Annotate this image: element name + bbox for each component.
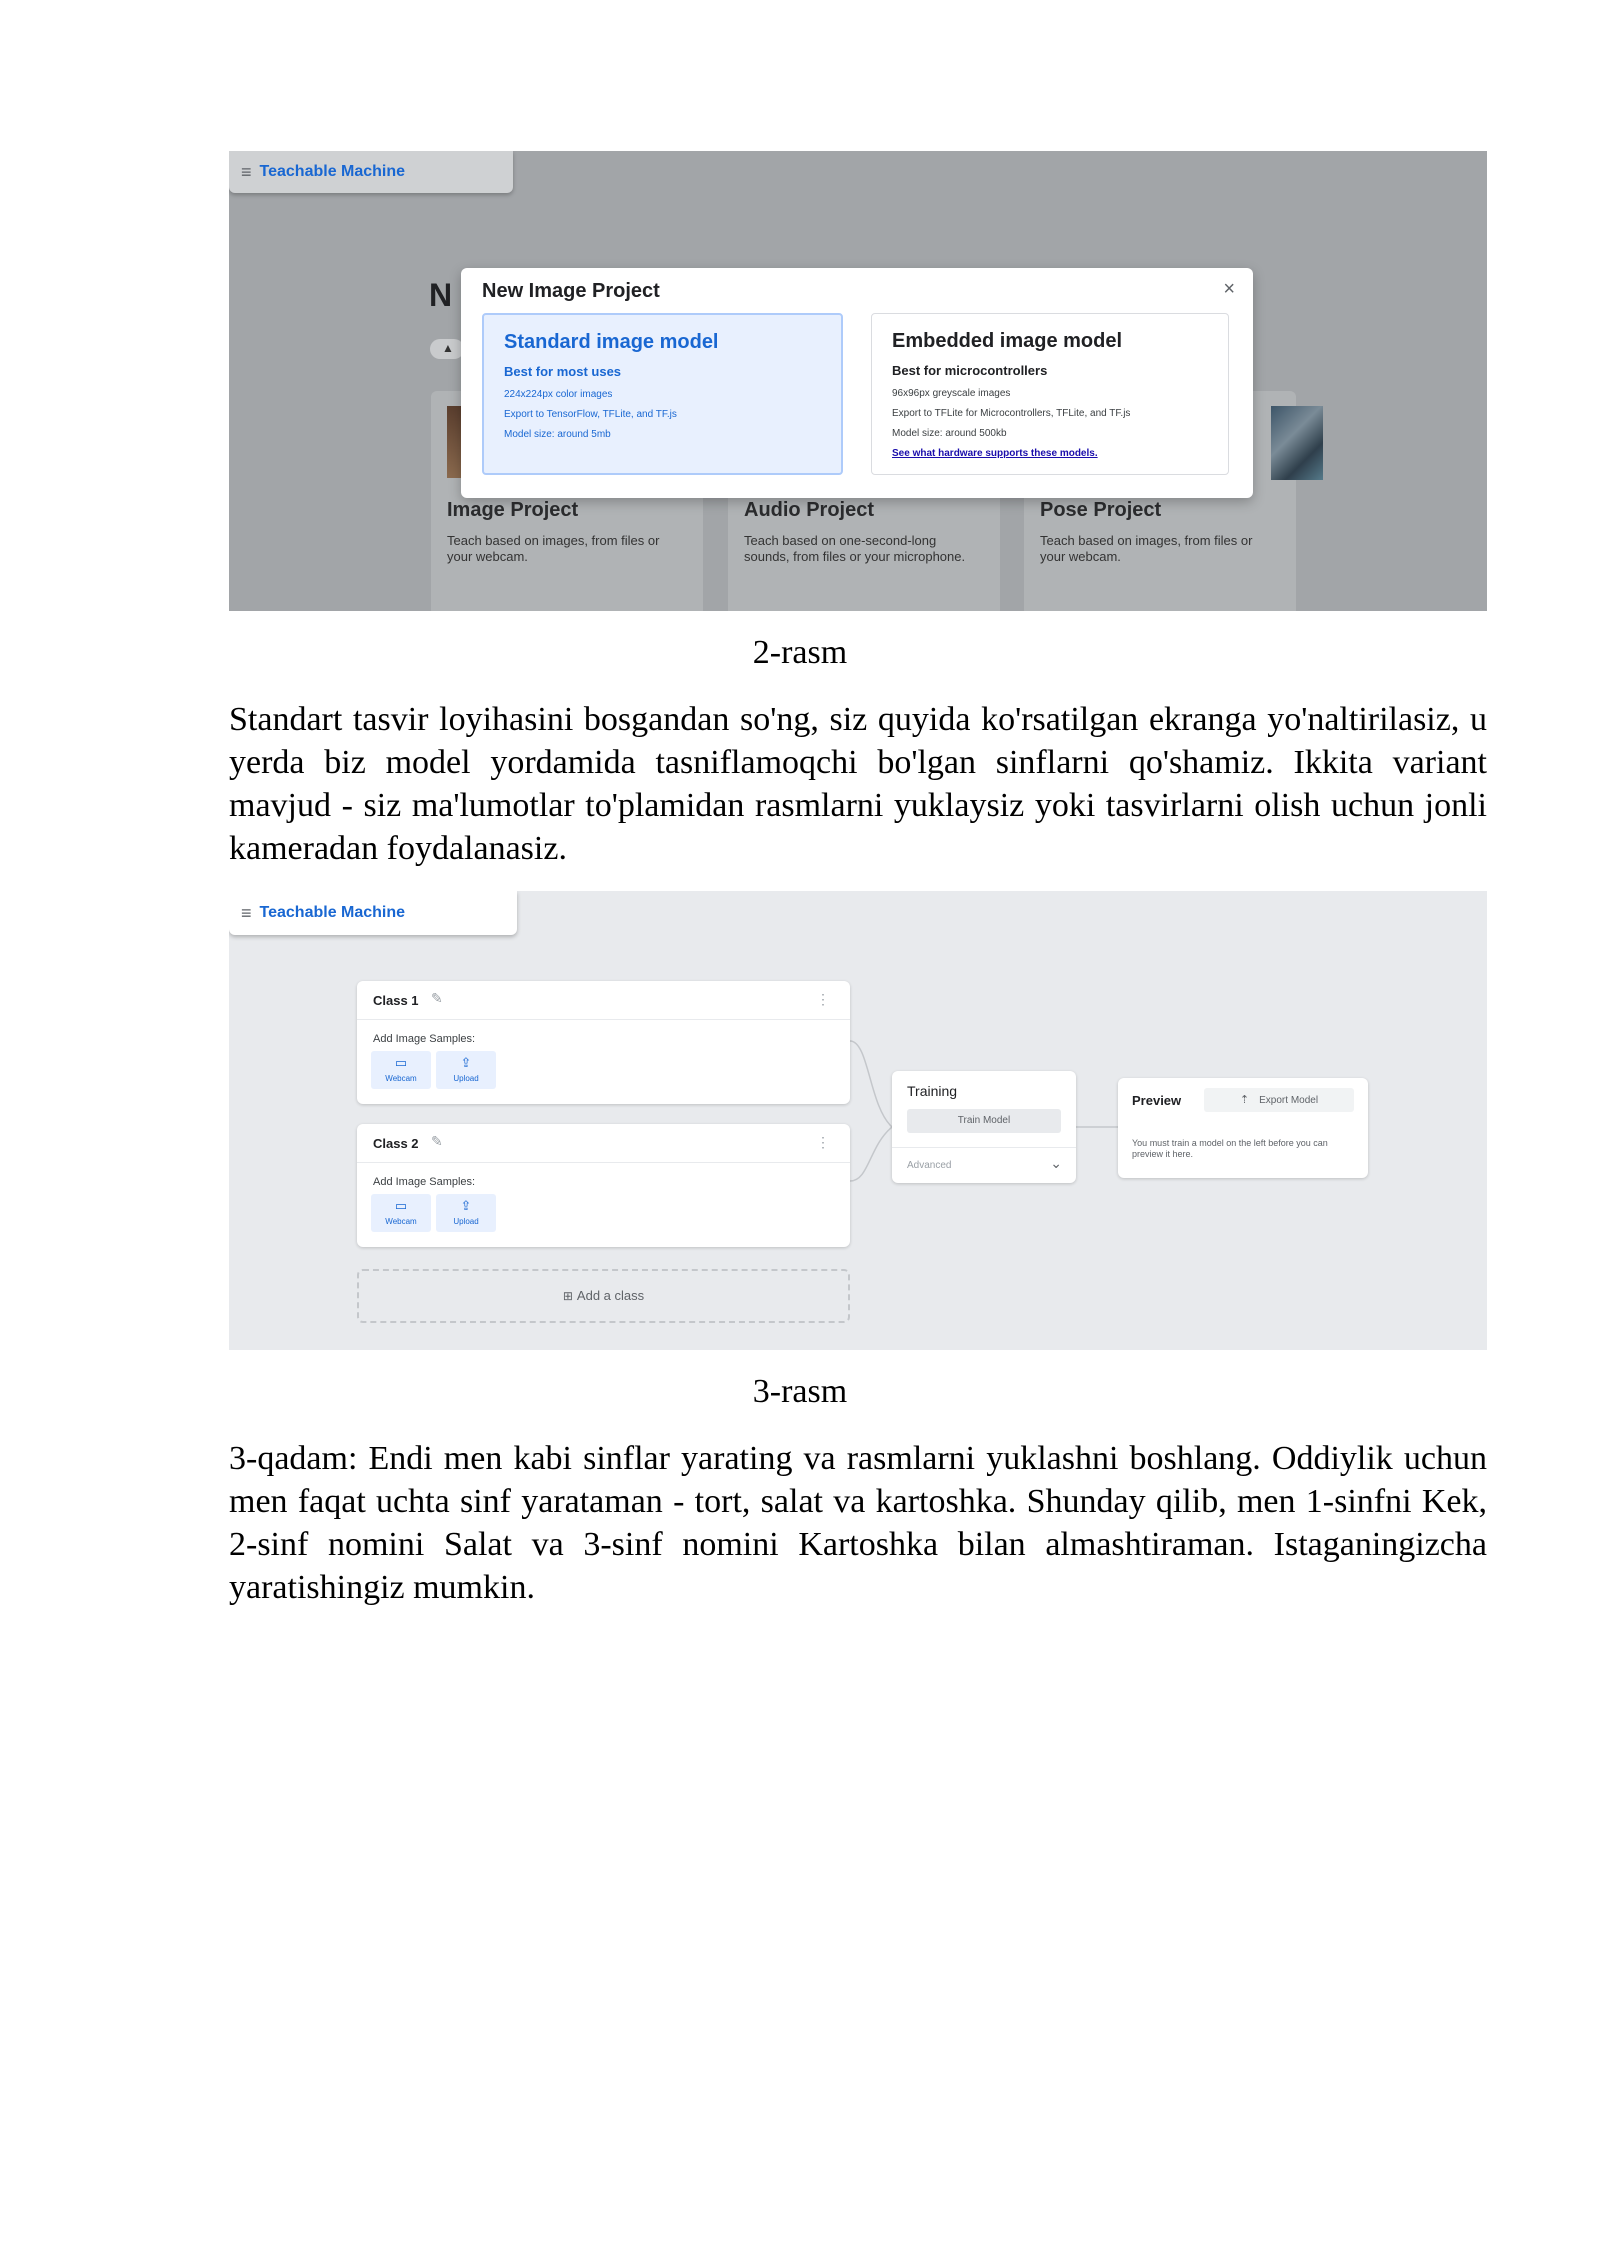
project-title: Audio Project bbox=[744, 499, 875, 521]
option-detail: Model size: around 500kb bbox=[892, 428, 1007, 439]
figure-class-setup bbox=[229, 891, 1487, 1350]
add-box-icon: ⊞ bbox=[562, 1289, 573, 1303]
menu-icon[interactable]: ≡ bbox=[241, 903, 252, 923]
class-name[interactable]: Class 1 bbox=[373, 993, 419, 1008]
upload-icon: ⇪ bbox=[460, 1198, 472, 1213]
standard-image-model-option[interactable] bbox=[482, 313, 843, 475]
option-detail: Model size: around 5mb bbox=[504, 429, 611, 440]
back-pill[interactable] bbox=[430, 339, 464, 359]
project-title: Pose Project bbox=[1040, 499, 1162, 521]
new-image-project-dialog bbox=[461, 268, 1253, 498]
hardware-support-link[interactable]: See what hardware supports these models. bbox=[892, 448, 1098, 459]
menu-icon[interactable]: ≡ bbox=[241, 162, 252, 182]
embedded-image-model-option[interactable] bbox=[871, 313, 1229, 475]
class-card-1 bbox=[357, 981, 850, 1104]
pencil-icon[interactable]: ✎ bbox=[431, 1133, 443, 1149]
app-header bbox=[229, 151, 513, 193]
option-detail: Export to TensorFlow, TFLite, and TF.js bbox=[504, 409, 677, 420]
webcam-button[interactable]: ▭ Webcam bbox=[371, 1051, 431, 1089]
upload-icon: ▲ bbox=[442, 341, 454, 355]
pencil-icon[interactable]: ✎ bbox=[431, 990, 443, 1006]
figure-caption-1: 2-rasm bbox=[752, 634, 848, 671]
app-title: Teachable Machine bbox=[259, 904, 406, 921]
add-samples-label: Add Image Samples: bbox=[373, 1033, 476, 1045]
export-icon: ⇡ bbox=[1239, 1094, 1250, 1106]
training-panel bbox=[892, 1071, 1076, 1183]
project-description: Teach based on images, from files or your webcam. bbox=[1040, 533, 1253, 564]
training-title: Training bbox=[907, 1083, 958, 1099]
project-thumbnail bbox=[447, 406, 461, 478]
add-class-button[interactable]: ⊞ Add a class bbox=[357, 1269, 850, 1323]
option-title: Embedded image model bbox=[892, 330, 1123, 352]
figure-new-image-project bbox=[229, 151, 1487, 611]
paragraph-2: 3-qadam: Endi men kabi sinflar yarating va rasmlarni yuklashni boshlang. Oddiylik uchun men faqat uchta sinf yarataman - tort, salat va kartoshka. Shunday qilib, men 1-sinfni Kek, 2-sinf nomini Salat va 3-sinf nomini Kartoshka bilan almashtiraman. Istaganingizcha yaratishingiz mumkin. bbox=[229, 1440, 1487, 1606]
upload-button[interactable]: ⇪ Upload bbox=[436, 1051, 496, 1089]
figure-caption-2: 3-rasm bbox=[752, 1373, 848, 1410]
option-detail: 224x224px color images bbox=[504, 389, 613, 400]
close-icon[interactable]: × bbox=[1223, 278, 1235, 300]
dialog-title: New Image Project bbox=[482, 280, 660, 302]
advanced-toggle[interactable]: Advanced bbox=[907, 1160, 952, 1171]
project-title: Image Project bbox=[447, 499, 579, 521]
class-name[interactable]: Class 2 bbox=[373, 1136, 419, 1151]
option-subtitle: Best for microcontrollers bbox=[892, 363, 1048, 378]
preview-message: You must train a model on the left before you can preview it here. bbox=[1132, 1138, 1328, 1159]
more-vert-icon[interactable]: ⋮ bbox=[816, 1134, 830, 1150]
more-vert-icon[interactable]: ⋮ bbox=[816, 991, 830, 1007]
webcam-icon: ▭ bbox=[394, 1055, 408, 1070]
app-title: Teachable Machine bbox=[259, 163, 406, 180]
webcam-icon: ▭ bbox=[394, 1198, 408, 1213]
option-title: Standard image model bbox=[504, 331, 719, 353]
chevron-down-icon[interactable]: ⌄ bbox=[1050, 1155, 1062, 1171]
option-subtitle: Best for most uses bbox=[504, 364, 622, 379]
option-detail: 96x96px greyscale images bbox=[892, 388, 1011, 399]
webcam-button[interactable]: ▭ Webcam bbox=[371, 1194, 431, 1232]
preview-panel bbox=[1118, 1078, 1368, 1178]
upload-button[interactable]: ⇪ Upload bbox=[436, 1194, 496, 1232]
class-card-2 bbox=[357, 1124, 850, 1247]
option-detail: Export to TFLite for Microcontrollers, TFLite, and TF.js bbox=[892, 408, 1131, 419]
project-description: Teach based on one-second-long sounds, from files or your microphone. bbox=[744, 533, 966, 564]
project-description: Teach based on images, from files or your webcam. bbox=[447, 533, 660, 564]
paragraph-1: Standart tasvir loyihasini bosgandan so'ng, siz quyida ko'rsatilgan ekranga yo'naltirilasiz, u yerda biz model yordamida tasniflamoqchi bo'lgan sinflarni qo'shamiz. Ikkita variant mavjud - siz ma'lumotlar to'plamidan rasmlarni yuklaysiz yoki tasvirlarni olish uchun jonli kameradan foydalanasiz. bbox=[229, 701, 1487, 867]
train-model-button[interactable]: Train Model bbox=[907, 1109, 1061, 1133]
upload-icon: ⇪ bbox=[460, 1055, 472, 1070]
export-model-button[interactable]: ⇡ Export Model bbox=[1204, 1088, 1354, 1112]
preview-title: Preview bbox=[1132, 1093, 1182, 1108]
add-samples-label: Add Image Samples: bbox=[373, 1176, 476, 1188]
background-heading: N bbox=[429, 277, 453, 313]
project-thumbnail bbox=[1271, 406, 1323, 480]
